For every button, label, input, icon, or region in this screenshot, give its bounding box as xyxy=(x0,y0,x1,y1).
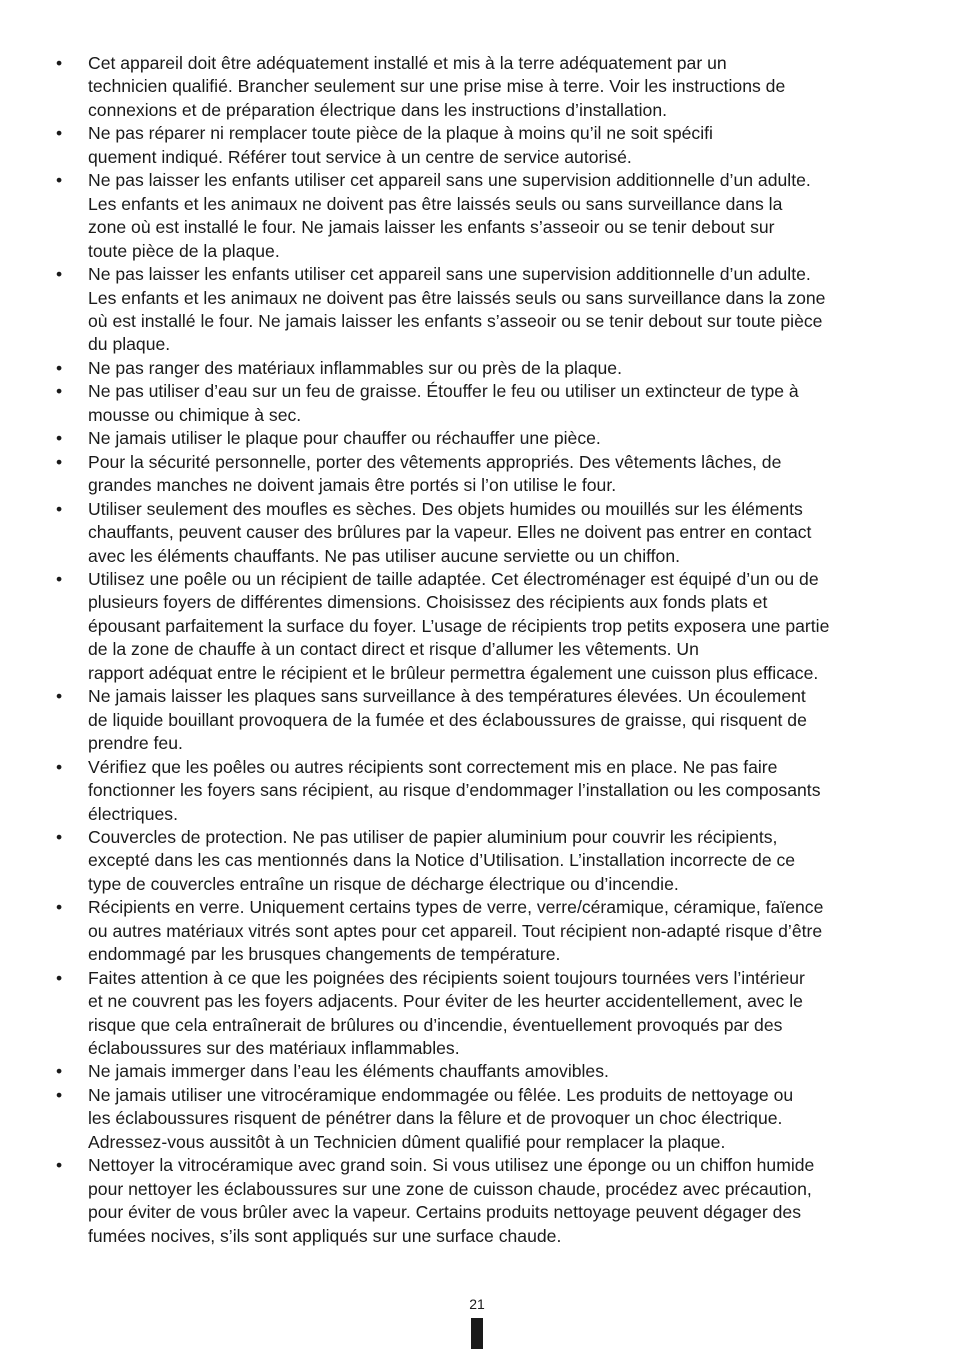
bullet-text-line: fumées nocives, s’ils sont appliqués sur une surface chaude. xyxy=(88,1225,562,1246)
bullet-text-line: avec les éléments chauffants. Ne pas utiliser aucune serviette ou un chiffon. xyxy=(88,545,681,566)
bullet-item xyxy=(56,826,908,896)
bullet-item xyxy=(56,169,908,263)
bullet-text-line: où est installé le four. Ne jamais laisser les enfants s’asseoir ou se tenir debout sur toute pièce xyxy=(88,310,823,331)
bullet-item xyxy=(56,756,908,826)
bullet-dot-icon: • xyxy=(56,897,63,918)
bullet-text-line: Ne pas laisser les enfants utiliser cet appareil sans une supervision additionnelle d’un adulte. xyxy=(88,170,811,191)
bullet-text-line: Ne pas utiliser d’eau sur un feu de graisse. Étouffer le feu ou utiliser un extincteur de type à xyxy=(88,381,799,402)
bullet-text-line: risque que cela entraînerait de brûlures ou d’incendie, éventuellement provoqués par des xyxy=(88,1014,783,1035)
bullet-item xyxy=(56,451,908,498)
bullet-dot-icon: • xyxy=(56,686,63,707)
bullet-text-line: Ne jamais utiliser le plaque pour chauffer ou réchauffer une pièce. xyxy=(88,428,601,449)
bullet-text-line: zone où est installé le four. Ne jamais laisser les enfants s’asseoir ou se tenir debout sur xyxy=(88,217,775,238)
bullet-text-line: grandes manches ne doivent jamais être portés si l’on utilise le four. xyxy=(88,475,617,496)
bullet-item xyxy=(56,52,908,122)
bullet-text-line: rapport adéquat entre le récipient et le brûleur permettra également une cuisson plus efficace. xyxy=(88,662,819,683)
bullet-dot-icon: • xyxy=(56,53,63,73)
bullet-text-line: pour éviter de vous brûler avec la vapeur. Certains produits nettoyage peuvent dégager des xyxy=(88,1202,801,1223)
bullet-dot-icon: • xyxy=(56,428,63,449)
bullet-text-line: Récipients en verre. Uniquement certains types de verre, verre/céramique, céramique, faïence xyxy=(88,897,824,918)
bullet-dot-icon: • xyxy=(56,1084,63,1105)
bullet-item xyxy=(56,568,908,685)
bullet-text-line: du plaque. xyxy=(88,334,171,355)
bullet-text-line: prendre feu. xyxy=(88,733,183,754)
bullet-item xyxy=(56,122,908,169)
bullet-dot-icon: • xyxy=(56,264,63,285)
bullet-text-line: les éclaboussures risquent de pénétrer dans la fêlure et de provoquer un choc électrique. xyxy=(88,1108,783,1129)
bullet-text-line: Adressez-vous aussitôt à un Technicien dûment qualifié pour remplacer la plaque. xyxy=(88,1131,726,1152)
bullet-text-line: Utiliser seulement des moufles es sèches. Des objets humides ou mouillés sur les éléments xyxy=(88,498,803,519)
bullet-item xyxy=(56,685,908,755)
bullet-text-line: Ne pas laisser les enfants utiliser cet appareil sans une supervision additionnelle d’un adulte. xyxy=(88,264,811,285)
bullet-item xyxy=(56,967,908,1061)
bullet-text-line: Les enfants et les animaux ne doivent pas être laissés seuls ou sans surveillance dans la zone xyxy=(88,287,826,308)
bullet-item xyxy=(56,498,908,568)
bullet-text-line: technicien qualifié. Brancher seulement sur une prise mise à terre. Voir les instructions de xyxy=(88,76,786,97)
bullet-item xyxy=(56,263,908,357)
bullet-dot-icon: • xyxy=(56,967,63,988)
bullet-text-line: type de couvercles entraîne un risque de décharge électrique ou d’incendie. xyxy=(88,873,679,894)
bullet-dot-icon: • xyxy=(56,826,63,847)
bullet-text-line: connexions et de préparation électrique dans les instructions d’installation. xyxy=(88,99,667,120)
bullet-text-line: Cet appareil doit être adéquatement installé et mis à la terre adéquatement par un xyxy=(88,53,727,73)
bullet-text-line: de la zone de chauffe à un contact direct et risque d’allumer les vêtements. Un xyxy=(88,639,699,660)
page-number: 21 xyxy=(469,1296,485,1312)
bullet-dot-icon: • xyxy=(56,357,63,378)
bullet-dot-icon: • xyxy=(56,1061,63,1082)
bullet-text-line: Ne jamais utiliser une vitrocéramique endommagée ou fêlée. Les produits de nettoyage ou xyxy=(88,1084,794,1105)
bullet-dot-icon: • xyxy=(56,498,63,519)
bullet-dot-icon: • xyxy=(56,123,63,144)
bullet-text-line: Faites attention à ce que les poignées des récipients soient toujours tournées vers l’intérieur xyxy=(88,967,805,988)
bullet-text-line: excepté dans les cas mentionnés dans la Notice d’Utilisation. L’installation incorrecte de ce xyxy=(88,850,796,871)
bullet-item xyxy=(56,357,908,380)
bullet-text-line: Ne jamais immerger dans l’eau les éléments chauffants amovibles. xyxy=(88,1061,609,1082)
bullet-text-line: Utilisez une poêle ou un récipient de taille adaptée. Cet électroménager est équipé d’un ou de xyxy=(88,568,819,589)
bullet-text-line: Ne pas réparer ni remplacer toute pièce de la plaque à moins qu’il ne soit spécifi xyxy=(88,123,713,144)
bullet-dot-icon: • xyxy=(56,568,63,589)
bullet-text-line: quement indiqué. Référer tout service à un centre de service autorisé. xyxy=(88,146,632,167)
bullet-text-line: électriques. xyxy=(88,803,178,824)
bullet-dot-icon: • xyxy=(56,756,63,777)
bullet-dot-icon: • xyxy=(56,381,63,402)
bullet-text-line: mousse ou chimique à sec. xyxy=(88,404,302,425)
bullet-dot-icon: • xyxy=(56,451,63,472)
bullet-item xyxy=(56,380,908,427)
bullet-text-line: chauffants, peuvent causer des brûlures par la vapeur. Elles ne doivent pas entrer en contact xyxy=(88,522,812,543)
bullet-text-line: Ne pas ranger des matériaux inflammables sur ou près de la plaque. xyxy=(88,357,622,378)
bullet-item xyxy=(56,427,908,450)
bullet-item xyxy=(56,1084,908,1154)
bullet-dot-icon: • xyxy=(56,170,63,191)
bullet-dot-icon: • xyxy=(56,1155,63,1176)
bullet-text-line: de liquide bouillant provoquera de la fumée et des éclaboussures de graisse, qui risquent de xyxy=(88,709,807,730)
bullet-text-line: pour nettoyer les éclaboussures sur une zone de cuisson chaude, procédez avec précaution, xyxy=(88,1178,812,1199)
bullet-text-line: plusieurs foyers de différentes dimensions. Choisissez des récipients aux fonds plats et xyxy=(88,592,768,613)
bullet-text-line: et ne couvrent pas les foyers adjacents. Pour éviter de les heurter accidentellement, avec le xyxy=(88,991,803,1012)
bullet-text-line: Couvercles de protection. Ne pas utiliser de papier aluminium pour couvrir les récipients, xyxy=(88,826,778,847)
bullet-text-line: éclaboussures sur des matériaux inflammables. xyxy=(88,1038,460,1059)
safety-instructions-list xyxy=(56,52,908,1248)
bullet-text-line: Les enfants et les animaux ne doivent pas être laissés seuls ou sans surveillance dans la xyxy=(88,193,783,214)
bullet-item xyxy=(56,1060,908,1083)
bullet-text-line: Vérifiez que les poêles ou autres récipients sont correctement mis en place. Ne pas faire xyxy=(88,756,778,777)
bullet-text-line: ou autres matériaux vitrés sont aptes pour cet appareil. Tout récipient non-adapté risque d’être xyxy=(88,920,823,941)
bullet-item xyxy=(56,896,908,966)
bullet-text-line: épousant parfaitement la surface du foyer. L’usage de récipients trop petits exposera une partie xyxy=(88,615,830,636)
bullet-text-line: Ne jamais laisser les plaques sans surveillance à des températures élevées. Un écoulement xyxy=(88,686,806,707)
bullet-text-line: Nettoyer la vitrocéramique avec grand soin. Si vous utilisez une éponge ou un chiffon humide xyxy=(88,1155,815,1176)
bullet-text-line: endommagé par les brusques changements de température. xyxy=(88,944,561,965)
page-marker-bar xyxy=(471,1318,483,1349)
bullet-text-line: toute pièce de la plaque. xyxy=(88,240,280,261)
bullet-item xyxy=(56,1154,908,1248)
bullet-text-line: Pour la sécurité personnelle, porter des vêtements appropriés. Des vêtements lâches, de xyxy=(88,451,782,472)
bullet-text-line: fonctionner les foyers sans récipient, au risque d’endommager l’installation ou les composants xyxy=(88,780,821,801)
